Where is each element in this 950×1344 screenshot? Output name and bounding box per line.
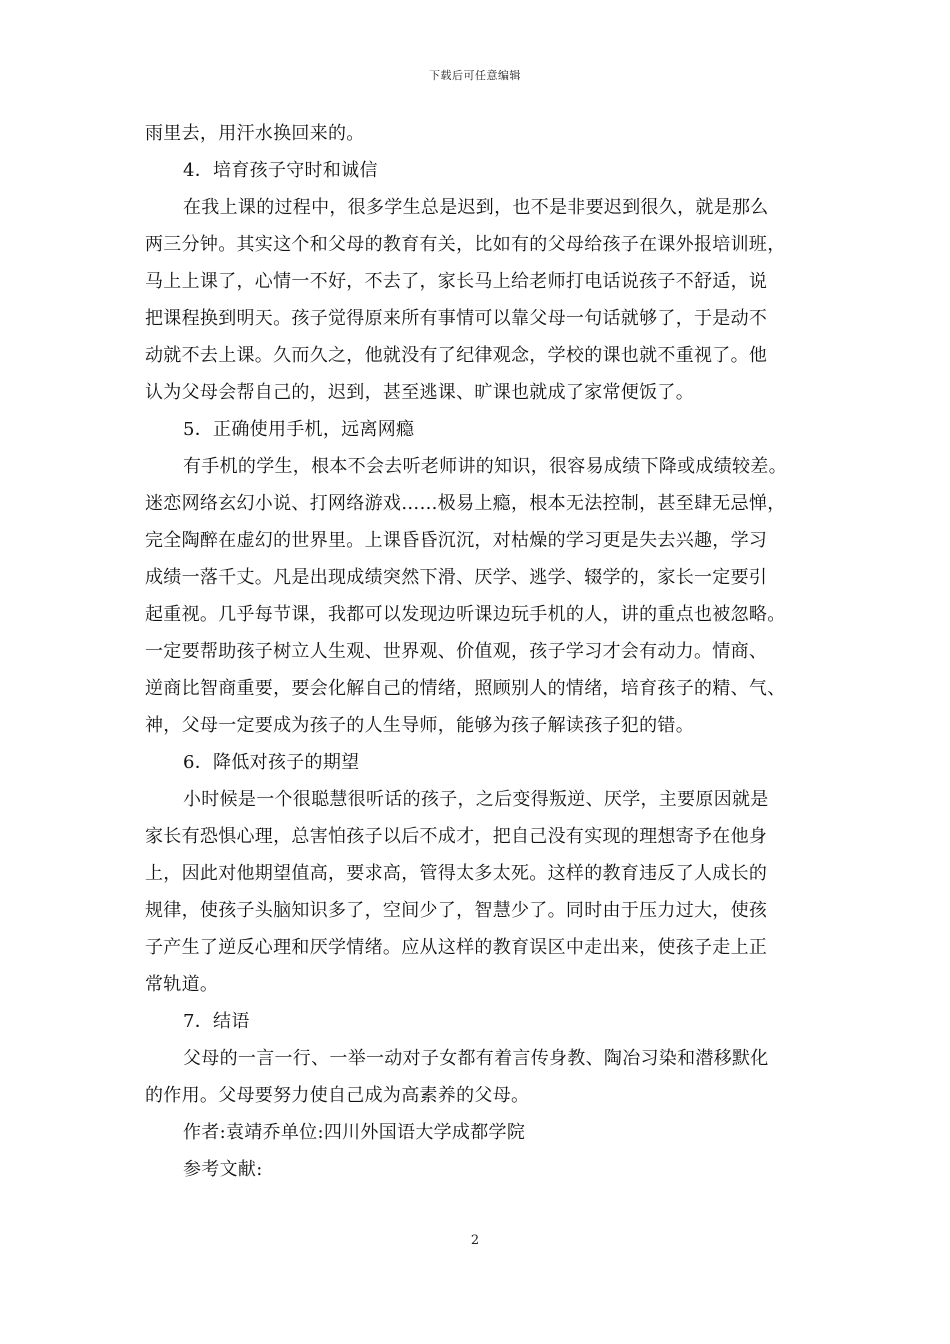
text-line: 雨里去，用汗水换回来的。 <box>145 123 365 144</box>
text-line: 一定要帮助孩子树立人生观、世界观、价值观，孩子学习才会有动力。情商、 <box>145 641 768 662</box>
text-line: 完全陶醉在虚幻的世界里。上课昏昏沉沉，对枯燥的学习更是失去兴趣，学习 <box>145 530 768 551</box>
text-line: 规律，使孩子头脑知识多了，空间少了，智慧少了。同时由于压力过大，使孩 <box>145 900 768 921</box>
section-heading: 4．培育孩子守时和诚信 <box>183 160 378 181</box>
text-line: 的作用。父母要努力使自己成为高素养的父母。 <box>145 1085 530 1106</box>
section-heading: 6．降低对孩子的期望 <box>183 752 360 773</box>
text-line: 动就不去上课。久而久之，他就没有了纪律观念，学校的课也就不重视了。他 <box>145 345 768 366</box>
text-line: 成绩一落千丈。凡是出现成绩突然下滑、厌学、逃学、辍学的，家长一定要引 <box>145 567 768 588</box>
text-line: 神，父母一定要成为孩子的人生导师，能够为孩子解读孩子犯的错。 <box>145 715 694 736</box>
text-line: 马上上课了，心情一不好，不去了，家长马上给老师打电话说孩子不舒适，说 <box>145 271 768 292</box>
text-line: 认为父母会帮自己的，迟到，甚至逃课、旷课也就成了家常便饭了。 <box>145 382 694 403</box>
text-line: 父母的一言一行、一举一动对子女都有着言传身教、陶冶习染和潜移默化 <box>183 1048 769 1069</box>
text-line: 有手机的学生，根本不会去听老师讲的知识，很容易成绩下降或成绩较差。 <box>183 456 787 477</box>
text-line: 小时候是一个很聪慧很听话的孩子，之后变得叛逆、厌学，主要原因就是 <box>183 789 769 810</box>
text-line: 子产生了逆反心理和厌学情绪。应从这样的教育误区中走出来，使孩子走上正 <box>145 937 768 958</box>
author-line: 作者:袁靖乔单位:四川外国语大学成都学院 <box>183 1122 526 1143</box>
text-line: 起重视。几乎每节课，我都可以发现边听课边玩手机的人，讲的重点也被忽略。 <box>145 604 786 625</box>
text-line: 上，因此对他期望值高，要求高，管得太多太死。这样的教育违反了人成长的 <box>145 863 768 884</box>
page-header: 下载后可任意编辑 <box>429 69 521 82</box>
text-line: 迷恋网络玄幻小说、打网络游戏……极易上瘾，根本无法控制，甚至肆无忌惮， <box>145 493 786 514</box>
page-number: 2 <box>470 1233 480 1248</box>
text-line: 常轨道。 <box>145 974 219 995</box>
text-line: 逆商比智商重要，要会化解自己的情绪，照顾别人的情绪，培育孩子的精、气、 <box>145 678 786 699</box>
section-heading: 5．正确使用手机，远离网瘾 <box>183 419 415 440</box>
references-heading: 参考文献: <box>183 1159 263 1180</box>
text-line: 把课程换到明天。孩子觉得原来所有事情可以靠父母一句话就够了，于是动不 <box>145 308 768 329</box>
text-line: 家长有恐惧心理，总害怕孩子以后不成才，把自己没有实现的理想寄予在他身 <box>145 826 768 847</box>
document-body <box>145 115 820 1188</box>
section-heading: 7．结语 <box>183 1011 250 1032</box>
text-line: 在我上课的过程中，很多学生总是迟到，也不是非要迟到很久，就是那么 <box>183 197 769 218</box>
text-line: 两三分钟。其实这个和父母的教育有关，比如有的父母给孩子在课外报培训班， <box>145 234 786 255</box>
